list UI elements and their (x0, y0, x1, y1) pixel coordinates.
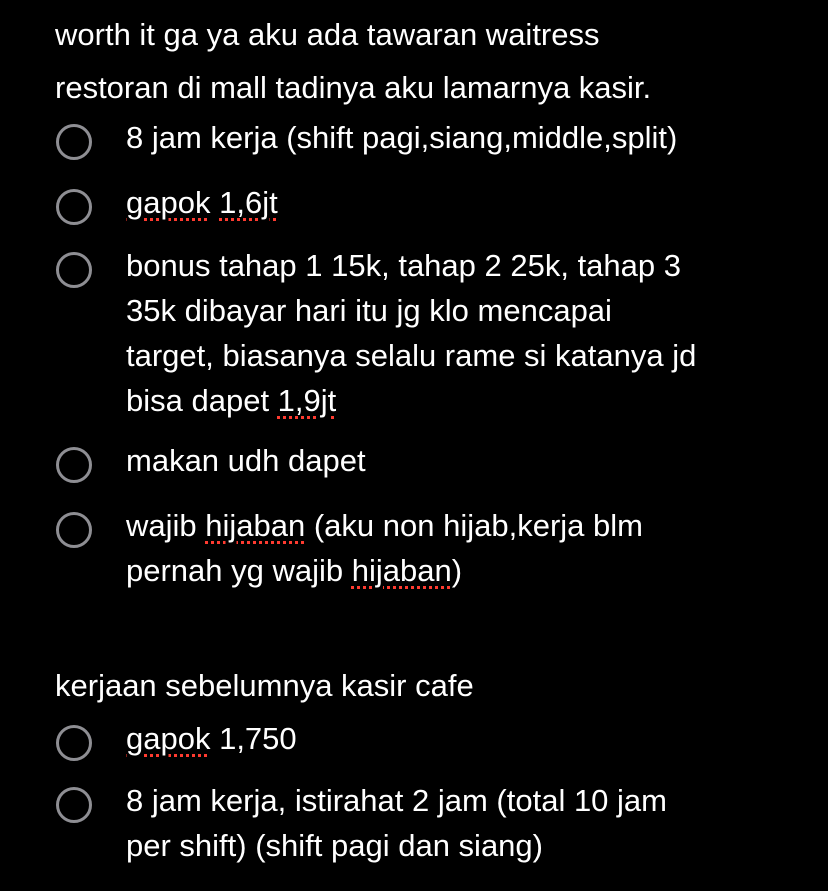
section-heading: kerjaan sebelumnya kasir cafe (55, 668, 474, 703)
checklist-item-text: gapok 1,750 (126, 721, 297, 756)
checkbox-circle-icon[interactable] (56, 124, 92, 160)
spellcheck-word: 1,9jt (277, 383, 337, 418)
spellcheck-word: gapok (126, 185, 211, 220)
checklist-item-line: bisa dapet 1,9jt (126, 383, 337, 418)
checklist-item-text (126, 778, 806, 868)
spellcheck-word: hijaban (351, 553, 452, 588)
checkbox-circle-icon[interactable] (56, 512, 92, 548)
checklist-item-text (126, 243, 806, 423)
checklist-item-text (126, 180, 806, 225)
checkbox-circle-icon[interactable] (56, 189, 92, 225)
spellcheck-word: gapok (126, 721, 211, 756)
checklist-item-line: wajib hijaban (aku non hijab,kerja blm (126, 508, 643, 543)
checklist-item-line: 35k dibayar hari itu jg klo mencapai (126, 293, 612, 328)
checklist-item-line: 8 jam kerja, istirahat 2 jam (total 10 jam (126, 783, 667, 818)
checklist-item-text: 8 jam kerja (shift pagi,siang,middle,split) (126, 120, 678, 155)
checkbox-circle-icon[interactable] (56, 252, 92, 288)
checkbox-circle-icon[interactable] (56, 725, 92, 761)
checklist-item-line: per shift) (shift pagi dan siang) (126, 828, 543, 863)
checklist-item-text: makan udh dapet (126, 443, 366, 478)
checklist-item-line: pernah yg wajib hijaban) (126, 553, 463, 588)
intro-line: restoran di mall tadinya aku lamarnya kasir. (55, 70, 652, 105)
checklist-item-text (126, 503, 806, 593)
checkbox-circle-icon[interactable] (56, 447, 92, 483)
checklist-item-line: target, biasanya selalu rame si katanya jd (126, 338, 697, 373)
spellcheck-word: 1,6jt (219, 185, 278, 220)
checklist-item-line: bonus tahap 1 15k, tahap 2 25k, tahap 3 (126, 248, 682, 283)
checkbox-circle-icon[interactable] (56, 787, 92, 823)
spellcheck-word: hijaban (205, 508, 306, 543)
intro-line: worth it ga ya aku ada tawaran waitress (55, 17, 600, 52)
